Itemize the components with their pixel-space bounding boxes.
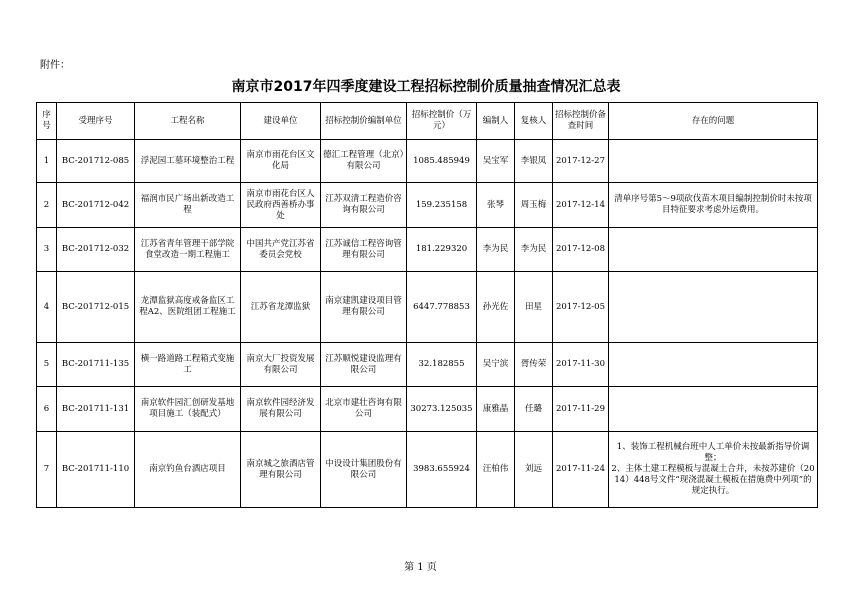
header-compiler-unit: 招标控制价编制单位	[321, 103, 407, 140]
table-row	[37, 432, 818, 508]
header-price: 招标控制价（万元）	[407, 103, 477, 140]
header-compiler: 编制人	[477, 103, 515, 140]
table-row	[37, 228, 818, 272]
cell-project: 江苏省青年管理干部学院食堂改造一期工程施工	[135, 228, 241, 272]
cell-compiler-unit: 北京市建壮咨询有限公司	[321, 387, 407, 432]
header-seq: 序号	[37, 103, 57, 140]
cell-issues: 清单序号第5～9项砍伐苗木项目编制控制价时未按项目特征要求考虑外运费用。	[609, 183, 818, 228]
cell-compiler-unit: 南京建凯建设项目管理有限公司	[321, 272, 407, 343]
header-row	[37, 103, 818, 140]
summary-table	[36, 102, 818, 508]
cell-compiler: 吴宁滨	[477, 343, 515, 387]
header-accept-no: 受理序号	[57, 103, 135, 140]
cell-builder: 南京大厂投资发展有限公司	[241, 343, 321, 387]
cell-compiler: 李为民	[477, 228, 515, 272]
cell-seq: 7	[37, 432, 57, 508]
cell-price: 181.229320	[407, 228, 477, 272]
cell-reviewer: 刘远	[515, 432, 553, 508]
cell-issues	[609, 343, 818, 387]
page-number: 第 1 页	[404, 562, 437, 573]
cell-accept-no: BC-201712-042	[57, 183, 135, 228]
cell-seq: 3	[37, 228, 57, 272]
cell-price: 6447.778853	[407, 272, 477, 343]
attachment-label: 附件：	[40, 60, 70, 71]
cell-builder: 中国共产党江苏省委员会党校	[241, 228, 321, 272]
cell-reviewer: 任璐	[515, 387, 553, 432]
cell-issues	[609, 272, 818, 343]
cell-record-time: 2017-12-08	[553, 228, 609, 272]
header-project: 工程名称	[135, 103, 241, 140]
cell-accept-no: BC-201712-085	[57, 140, 135, 183]
table-row	[37, 272, 818, 343]
table-row	[37, 140, 818, 183]
cell-reviewer: 周玉梅	[515, 183, 553, 228]
cell-accept-no: BC-201712-015	[57, 272, 135, 343]
cell-issues	[609, 228, 818, 272]
cell-reviewer: 田星	[515, 272, 553, 343]
cell-accept-no: BC-201711-110	[57, 432, 135, 508]
cell-reviewer: 胥传荣	[515, 343, 553, 387]
cell-accept-no: BC-201712-032	[57, 228, 135, 272]
page-title: 南京市2017年四季度建设工程招标控制价质量抽查情况汇总表	[231, 79, 621, 95]
cell-builder: 南京市雨花台区人民政府西善桥办事处	[241, 183, 321, 228]
header-reviewer: 复核人	[515, 103, 553, 140]
cell-record-time: 2017-11-30	[553, 343, 609, 387]
table-row	[37, 183, 818, 228]
cell-seq: 5	[37, 343, 57, 387]
cell-reviewer: 李为民	[515, 228, 553, 272]
cell-record-time: 2017-11-29	[553, 387, 609, 432]
cell-seq: 1	[37, 140, 57, 183]
cell-compiler-unit: 江苏双清工程造价咨询有限公司	[321, 183, 407, 228]
cell-accept-no: BC-201711-131	[57, 387, 135, 432]
cell-record-time: 2017-12-27	[553, 140, 609, 183]
cell-builder: 南京软件园经济发展有限公司	[241, 387, 321, 432]
cell-project: 福润市民广场出新改造工程	[135, 183, 241, 228]
cell-reviewer: 李银凤	[515, 140, 553, 183]
cell-seq: 4	[37, 272, 57, 343]
cell-compiler-unit: 中设设计集团股份有限公司	[321, 432, 407, 508]
cell-builder: 南京市雨花台区文化局	[241, 140, 321, 183]
cell-price: 3983.655924	[407, 432, 477, 508]
cell-record-time: 2017-12-05	[553, 272, 609, 343]
header-record-time: 招标控制价备查时间	[553, 103, 609, 140]
cell-builder: 南京城之旅酒店管理有限公司	[241, 432, 321, 508]
cell-accept-no: BC-201711-135	[57, 343, 135, 387]
cell-seq: 6	[37, 387, 57, 432]
cell-price: 1085.485949	[407, 140, 477, 183]
cell-record-time: 2017-12-14	[553, 183, 609, 228]
table-row	[37, 343, 818, 387]
cell-issues	[609, 140, 818, 183]
cell-project: 南京软件园汇创研发基地项目施工（装配式）	[135, 387, 241, 432]
cell-compiler-unit: 江苏诚信工程咨询管理有限公司	[321, 228, 407, 272]
cell-issues	[609, 387, 818, 432]
cell-compiler: 吴宝军	[477, 140, 515, 183]
header-issues: 存在的问题	[609, 103, 818, 140]
cell-compiler: 康雅晶	[477, 387, 515, 432]
cell-project: 浮泥园工墓环境整治工程	[135, 140, 241, 183]
cell-seq: 2	[37, 183, 57, 228]
cell-compiler: 汪柏伟	[477, 432, 515, 508]
cell-project: 南京钓鱼台酒店项目	[135, 432, 241, 508]
cell-compiler-unit: 德汇工程管理（北京）有限公司	[321, 140, 407, 183]
cell-compiler: 张琴	[477, 183, 515, 228]
cell-compiler: 孙光佐	[477, 272, 515, 343]
cell-price: 32.182855	[407, 343, 477, 387]
table-row	[37, 387, 818, 432]
cell-price: 30273.125035	[407, 387, 477, 432]
cell-project: 龙潭监狱高度戒备监区工程A2、医院组团工程施工	[135, 272, 241, 343]
cell-issues: 1、装饰工程机械台班中人工单价未按最新指导价调整； 2、主体土建工程模板与混凝土合并，未按苏建价（2014）448号文件“现浇混凝土模板在措施费中列项”的规定执行。	[609, 432, 818, 508]
cell-compiler-unit: 江苏顺悦建设监理有限公司	[321, 343, 407, 387]
cell-record-time: 2017-11-24	[553, 432, 609, 508]
cell-price: 159.235158	[407, 183, 477, 228]
header-builder: 建设单位	[241, 103, 321, 140]
cell-builder: 江苏省龙潭监狱	[241, 272, 321, 343]
cell-project: 横一路道路工程箱式变施工	[135, 343, 241, 387]
